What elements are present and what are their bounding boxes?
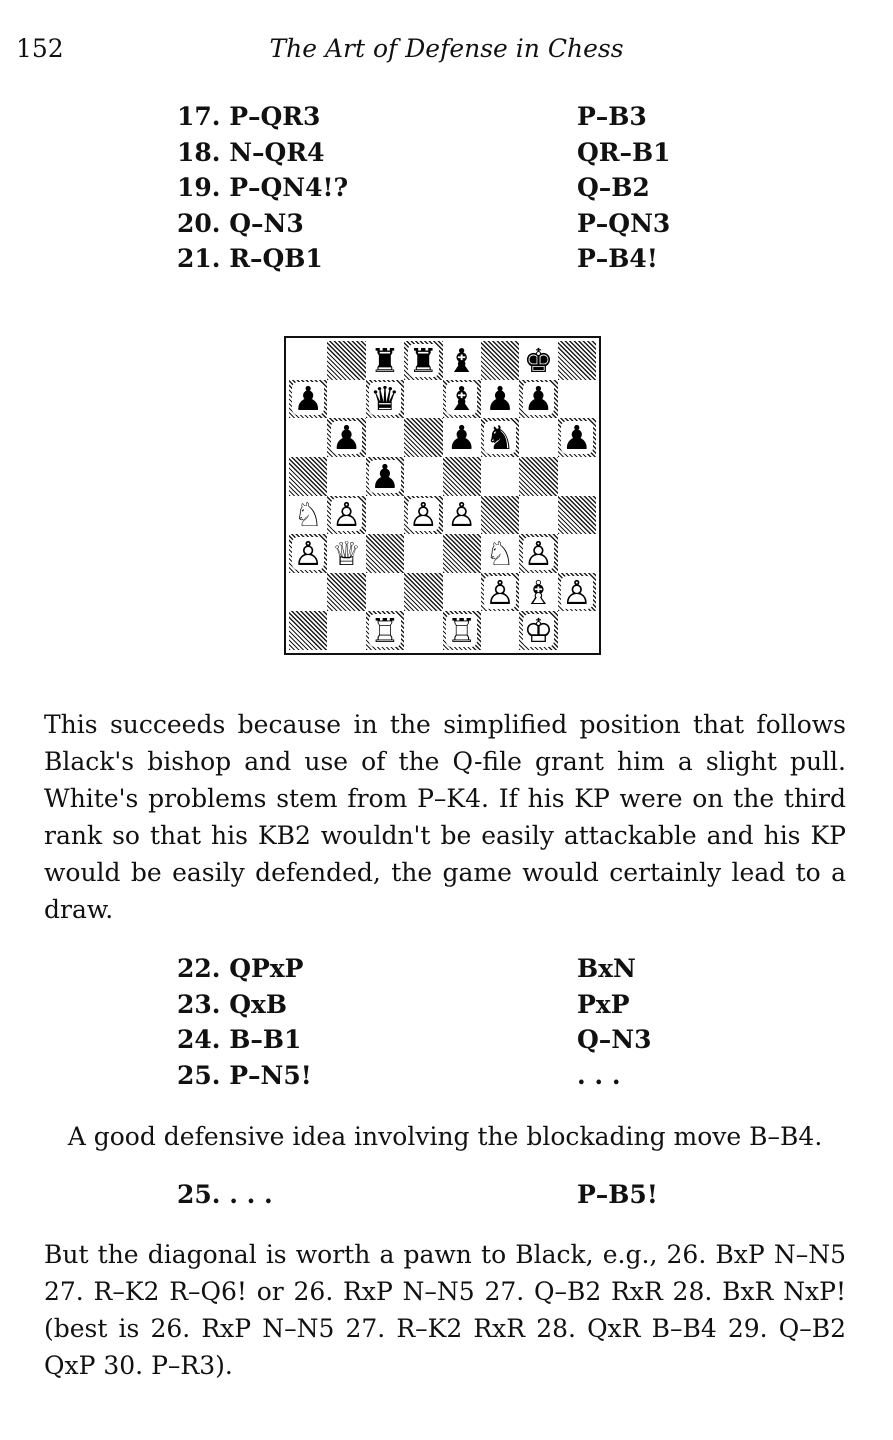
move-row bbox=[177, 206, 737, 242]
square-e2 bbox=[443, 573, 481, 612]
black-move: P–QN3 bbox=[577, 208, 671, 238]
chess-piece: ♚ bbox=[523, 340, 554, 380]
chess-piece: ♙ bbox=[293, 533, 323, 573]
square-g6 bbox=[519, 418, 557, 457]
chess-piece: ♟ bbox=[293, 379, 323, 419]
move-row bbox=[177, 1022, 737, 1058]
square-h4 bbox=[558, 496, 596, 535]
square-b3 bbox=[327, 534, 365, 573]
square-a8 bbox=[289, 341, 327, 380]
white-move: 25. P–N5! bbox=[177, 1060, 312, 1090]
square-f4 bbox=[481, 496, 519, 535]
black-move: P–B4! bbox=[577, 244, 658, 273]
chess-piece: ♟ bbox=[523, 379, 554, 419]
square-d3 bbox=[404, 534, 442, 573]
black-move: QR–B1 bbox=[577, 137, 671, 167]
square-b6 bbox=[327, 418, 365, 457]
white-move: 23. QxB bbox=[177, 989, 288, 1019]
black-move: P–B5! bbox=[577, 1180, 658, 1209]
square-c7 bbox=[366, 380, 404, 419]
text-line: But the diagonal is worth a pawn to Black, e.g., 26. BxP N–N5 bbox=[44, 1240, 846, 1269]
square-f2 bbox=[481, 573, 519, 612]
square-g1 bbox=[519, 611, 557, 650]
white-move: 22. QPxP bbox=[177, 954, 304, 983]
black-move: P–B3 bbox=[577, 102, 647, 131]
chess-piece: ♙ bbox=[523, 533, 554, 573]
move-row bbox=[177, 1058, 737, 1094]
square-f5 bbox=[481, 457, 519, 496]
square-d6 bbox=[404, 418, 442, 457]
chess-piece: ♙ bbox=[562, 572, 592, 612]
square-g2 bbox=[519, 573, 557, 612]
square-c6 bbox=[366, 418, 404, 457]
chess-piece: ♟ bbox=[485, 379, 515, 419]
square-g8 bbox=[519, 341, 557, 380]
white-move: 17. P–QR3 bbox=[177, 102, 321, 131]
square-c2 bbox=[366, 573, 404, 612]
chess-piece: ♝ bbox=[446, 340, 477, 380]
chess-piece: ♗ bbox=[523, 572, 554, 612]
square-f3 bbox=[481, 534, 519, 573]
chess-piece: ♘ bbox=[293, 495, 323, 535]
black-move: BxN bbox=[577, 954, 636, 983]
move-row bbox=[177, 99, 737, 135]
square-f7 bbox=[481, 380, 519, 419]
square-c1 bbox=[366, 611, 404, 650]
square-g4 bbox=[519, 496, 557, 535]
white-move: 20. Q–N3 bbox=[177, 208, 304, 238]
square-b4 bbox=[327, 496, 365, 535]
board-grid bbox=[289, 341, 596, 650]
chess-piece: ♕ bbox=[331, 533, 362, 573]
text-line: White's problems stem from P–K4. If his KP were on the third bbox=[44, 784, 846, 813]
square-b8 bbox=[327, 341, 365, 380]
text-line: This succeeds because in the simplified position that follows bbox=[44, 710, 846, 739]
square-h7 bbox=[558, 380, 596, 419]
move-row bbox=[177, 241, 737, 277]
square-g3 bbox=[519, 534, 557, 573]
square-b5 bbox=[327, 457, 365, 496]
chess-piece: ♘ bbox=[485, 533, 515, 573]
text-line: draw. bbox=[44, 895, 114, 924]
square-e4 bbox=[443, 496, 481, 535]
square-a5 bbox=[289, 457, 327, 496]
square-h5 bbox=[558, 457, 596, 496]
square-h8 bbox=[558, 341, 596, 380]
running-title: The Art of Defense in Chess bbox=[269, 34, 624, 63]
white-move: 24. B–B1 bbox=[177, 1025, 302, 1054]
chess-piece: ♜ bbox=[370, 340, 400, 380]
square-f1 bbox=[481, 611, 519, 650]
square-d7 bbox=[404, 380, 442, 419]
text-line: Black's bishop and use of the Q-file grant him a slight pull. bbox=[44, 747, 846, 776]
square-h2 bbox=[558, 573, 596, 612]
white-move: 25. . . . bbox=[177, 1180, 273, 1209]
square-e7 bbox=[443, 380, 481, 419]
commentary-paragraph-1 bbox=[44, 706, 846, 928]
chess-piece: ♟ bbox=[331, 418, 362, 458]
square-a7 bbox=[289, 380, 327, 419]
square-a1 bbox=[289, 611, 327, 650]
square-d2 bbox=[404, 573, 442, 612]
text-line: would be easily defended, the game would certainly lead to a bbox=[44, 858, 846, 887]
square-f6 bbox=[481, 418, 519, 457]
square-g7 bbox=[519, 380, 557, 419]
moves-block-2 bbox=[177, 951, 737, 1093]
commentary-paragraph-2 bbox=[44, 1236, 846, 1384]
chess-piece: ♟ bbox=[446, 418, 477, 458]
chess-piece: ♝ bbox=[446, 379, 477, 419]
square-b2 bbox=[327, 573, 365, 612]
move-row bbox=[177, 135, 737, 171]
square-d5 bbox=[404, 457, 442, 496]
chess-diagram bbox=[284, 336, 601, 655]
move-row bbox=[177, 170, 737, 206]
square-h6 bbox=[558, 418, 596, 457]
chess-piece: ♖ bbox=[446, 611, 477, 651]
text-line: QxP 30. P–R3). bbox=[44, 1351, 233, 1380]
chess-piece: ♙ bbox=[446, 495, 477, 535]
chess-piece: ♟ bbox=[370, 456, 400, 496]
moves-block-3 bbox=[177, 1177, 737, 1213]
chess-piece: ♙ bbox=[331, 495, 362, 535]
square-e8 bbox=[443, 341, 481, 380]
chess-piece: ♞ bbox=[485, 418, 515, 458]
square-d4 bbox=[404, 496, 442, 535]
black-move: Q–N3 bbox=[577, 1025, 652, 1054]
chess-piece: ♜ bbox=[408, 340, 439, 380]
square-h3 bbox=[558, 534, 596, 573]
chess-piece: ♙ bbox=[485, 572, 515, 612]
black-move: PxP bbox=[577, 989, 630, 1019]
square-d1 bbox=[404, 611, 442, 650]
text-line: (best is 26. RxP N–N5 27. R–K2 RxR 28. QxR B–B4 29. Q–B2 bbox=[44, 1314, 846, 1343]
defensive-note: A good defensive idea involving the blockading move B–B4. bbox=[67, 1122, 823, 1151]
moves-block-1 bbox=[177, 99, 737, 277]
square-e5 bbox=[443, 457, 481, 496]
text-line: 27. R–K2 R–Q6! or 26. RxP N–N5 27. Q–B2 RxR 28. BxR NxP! bbox=[44, 1277, 846, 1306]
page-number: 152 bbox=[16, 34, 64, 63]
square-c5 bbox=[366, 457, 404, 496]
page-header bbox=[0, 34, 893, 68]
white-move: 21. R–QB1 bbox=[177, 244, 323, 273]
text-line: rank so that his KB2 wouldn't be easily attackable and his KP bbox=[44, 821, 846, 850]
chess-piece: ♔ bbox=[523, 611, 554, 651]
square-a2 bbox=[289, 573, 327, 612]
square-a4 bbox=[289, 496, 327, 535]
square-e3 bbox=[443, 534, 481, 573]
square-e6 bbox=[443, 418, 481, 457]
square-f8 bbox=[481, 341, 519, 380]
square-b7 bbox=[327, 380, 365, 419]
square-d8 bbox=[404, 341, 442, 380]
square-g5 bbox=[519, 457, 557, 496]
chess-piece: ♖ bbox=[370, 611, 400, 651]
black-move: Q–B2 bbox=[577, 173, 650, 202]
square-a6 bbox=[289, 418, 327, 457]
square-c4 bbox=[366, 496, 404, 535]
square-c8 bbox=[366, 341, 404, 380]
chess-piece: ♙ bbox=[408, 495, 439, 535]
square-h1 bbox=[558, 611, 596, 650]
black-move: . . . bbox=[577, 1060, 621, 1090]
square-c3 bbox=[366, 534, 404, 573]
move-row bbox=[177, 951, 737, 987]
white-move: 19. P–QN4!? bbox=[177, 173, 349, 202]
square-a3 bbox=[289, 534, 327, 573]
square-b1 bbox=[327, 611, 365, 650]
move-row bbox=[177, 987, 737, 1023]
square-e1 bbox=[443, 611, 481, 650]
chess-piece: ♟ bbox=[562, 418, 592, 458]
move-row bbox=[177, 1177, 737, 1213]
white-move: 18. N–QR4 bbox=[177, 137, 325, 167]
chess-piece: ♛ bbox=[370, 379, 400, 419]
